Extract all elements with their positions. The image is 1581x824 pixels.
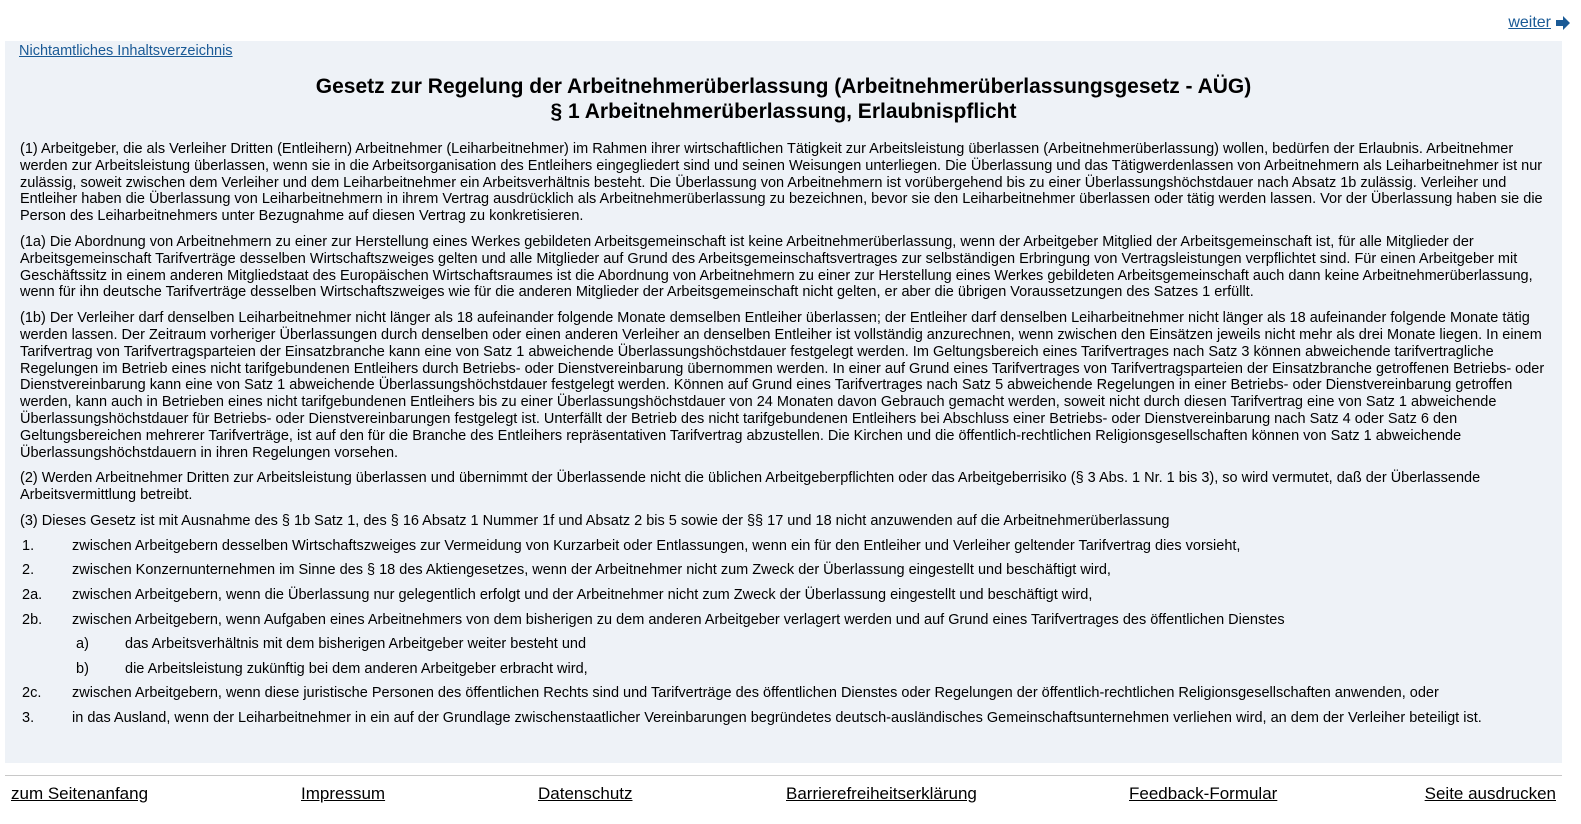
list-item-text: zwischen Arbeitgebern, wenn diese juristische Personen des öffentlichen Rechts sind und Tarifverträge des öffentlichen Dienstes oder Regelungen der öffentlich-rechtlichen Religionsgesellschaften anwenden, oder: [72, 685, 1439, 702]
footer-link-feedback[interactable]: Feedback-Formular: [1129, 784, 1278, 803]
paragraph-1: (1) Arbeitgeber, die als Verleiher Dritten (Entleihern) Arbeitnehmer (Leiharbeitnehmer) im Rahmen ihrer wirtschaftlichen Tätigkeit zur Arbeitsleistung überlassen (Arbeitnehmerüberlassung) wollen, bedürfen der Erlaubnis. Arbeitnehmer werden zur Arbeitsleistung überlassen, wenn sie in die Arbeitsorganisation des Entleihers eingegliedert sind und seinen Weisungen unterliegen. Die Überlassung und das Tätigwerdenlassen von Arbeitnehmern als Leiharbeitnehmer ist nur zulässig, soweit zwischen dem Verleiher und dem Leiharbeitnehmer ein Arbeitsverhältnis besteht. Die Überlassung von Arbeitnehmern ist vorübergehend bis zu einer Überlassungshöchstdauer nach Absatz 1b zulässig. Verleiher und Entleiher haben die Überlassung von Leiharbeitnehmern in ihrem Vertrag ausdrücklich als Arbeitnehmerüberlassung zu bezeichnen, bevor sie den Leiharbeitnehmer überlassen oder tätig werden lassen. Vor der Überlassung haben sie die Person des Leiharbeitnehmers unter Bezugnahme auf diesen Vertrag zu konkretisieren.: [20, 141, 1543, 225]
paragraph-3: (3) Dieses Gesetz ist mit Ausnahme des § 1b Satz 1, des § 16 Absatz 1 Nummer 1f und Absatz 2 bis 5 sowie der §§ 17 und 18 nicht anzuwenden auf die Arbeitnehmerüberlassung: [20, 512, 1170, 529]
footer-link-barrierefreiheit[interactable]: Barrierefreiheitserklärung: [786, 784, 977, 803]
list-item-number: 1.: [22, 537, 35, 554]
top-nav: [1508, 14, 1571, 32]
next-link[interactable]: weiter: [1508, 14, 1551, 31]
page-title: [5, 74, 1562, 124]
list-item-text: zwischen Arbeitgebern, wenn die Überlassung nur gelegentlich erfolgt und der Arbeitnehmer nicht zum Zweck der Überlassung eingestellt und beschäftigt wird,: [72, 586, 1093, 603]
list-item-text: zwischen Konzernunternehmen im Sinne des § 18 des Aktiengesetzes, wenn der Arbeitnehmer nicht zum Zweck der Überlassung eingestellt und beschäftigt wird,: [72, 562, 1111, 579]
list-item-number: 2b.: [22, 611, 43, 628]
title-line-1: Gesetz zur Regelung der Arbeitnehmerüberlassung (Arbeitnehmerüberlassungsgesetz - AÜG): [315, 75, 1252, 98]
footer-link-datenschutz[interactable]: Datenschutz: [538, 784, 633, 803]
paragraph-1b: (1b) Der Verleiher darf denselben Leiharbeitnehmer nicht länger als 18 aufeinander folgende Monate demselben Entleiher überlassen; der Entleiher darf denselben Leiharbeitnehmer nicht länger als 18 aufeinander folgende Monate tätig werden lassen. Der Zeitraum vorheriger Überlassungen durch denselben oder einen anderen Verleiher an denselben Entleiher ist vollständig anzurechnen, wenn zwischen den Einsätzen jeweils nicht mehr als drei Monate liegen. In einem Tarifvertrag von Tarifvertragsparteien der Einsatzbranche kann eine von Satz 1 abweichende Überlassungshöchstdauer festgelegt werden. Im Geltungsbereich eines Tarifvertrages nach Satz 3 können abweichende tarifvertragliche Regelungen im Betrieb eines nicht tarifgebundenen Entleihers durch Betriebs- oder Dienstvereinbarung übernommen werden. In einer auf Grund eines Tarifvertrages von Tarifvertragsparteien der Einsatzbranche getroffenen Betriebs- oder Dienstvereinbarung kann eine von Satz 1 abweichende Überlassungshöchstdauer festgelegt werden. Können auf Grund eines Tarifvertrages nach Satz 5 abweichende Regelungen in einer Betriebs- oder Dienstvereinbarung getroffen werden, kann auch in Betrieben eines nicht tarifgebundenen Entleihers bis zu einer Überlassungshöchstdauer von 24 Monaten davon Gebrauch gemacht werden, soweit nicht durch diesen Tarifvertrag eine von Satz 1 abweichende Überlassungshöchstdauer für Betriebs- oder Dienstvereinbarungen festgelegt ist. Unterfällt der Betrieb des nicht tarifgebundenen Entleihers bei Abschluss einer Betriebs- oder Dienstvereinbarung nach Satz 4 oder Satz 6 den Geltungsbereichen mehrerer Tarifverträge, ist auf den für die Branche des Entleihers repräsentativen Tarifvertrag abzustellen. Die Kirchen und die öffentlich-rechtlichen Religionsgesellschaften können von Satz 1 abweichende Überlassungshöchstdauern in ihren Regelungen vorsehen.: [20, 310, 1545, 461]
footer-link-impressum[interactable]: Impressum: [301, 784, 386, 803]
list-item-text: zwischen Arbeitgebern desselben Wirtschaftszweiges zur Vermeidung von Kurzarbeit oder Entlassungen, wenn ein für den Entleiher und Verleiher geltender Tarifvertrag dies vorsieht,: [72, 537, 1241, 554]
list-item-number: 3.: [22, 709, 35, 726]
sub-list-item: [20, 636, 1550, 661]
footer-link-top[interactable]: zum Seitenanfang: [11, 784, 149, 803]
law-text: [20, 141, 1550, 734]
paragraph-2: (2) Werden Arbeitnehmer Dritten zur Arbeitsleistung überlassen und übernimmt der Überlassende nicht die üblichen Arbeitgeberpflichten oder das Arbeitgeberrisiko (§ 3 Abs. 1 Nr. 1 bis 3), so wird vermutet, daß der Überlassende Arbeitsvermittlung betreibt.: [20, 470, 1481, 504]
sub-list-item-text: die Arbeitsleistung zukünftig bei dem anderen Arbeitgeber erbracht wird,: [125, 660, 588, 677]
list-item: [20, 685, 1550, 710]
list-item-text: in das Ausland, wenn der Leiharbeitnehmer in ein auf der Grundlage zwischenstaatlicher Vereinbarungen begründetes deutsch-ausländisches Gemeinschaftsunternehmen verliehen wird, an dem der Verleiher beteiligt ist.: [72, 709, 1482, 726]
list-item-number: 2c.: [22, 685, 42, 702]
list-item: [20, 710, 1550, 735]
sub-list-item-letter: a): [76, 636, 89, 653]
list-item-number: 2a.: [22, 586, 43, 603]
footer: [5, 775, 1562, 803]
list-item-text: zwischen Arbeitgebern, wenn Aufgaben eines Arbeitnehmers von dem bisherigen zu dem anderen Arbeitgeber verlagert werden und auf Grund eines Tarifvertrages des öffentlichen Dienstes: [72, 611, 1285, 628]
law-content: [5, 41, 1562, 763]
list-item: [20, 587, 1550, 612]
sub-list-item-letter: b): [76, 660, 89, 677]
sub-list-item-text: das Arbeitsverhältnis mit dem bisherigen Arbeitgeber weiter besteht und: [125, 636, 587, 653]
title-line-2: § 1 Arbeitnehmerüberlassung, Erlaubnispflicht: [550, 100, 1017, 123]
sub-list-item: [20, 661, 1550, 686]
exception-list: [20, 538, 1550, 735]
paragraph-1a: (1a) Die Abordnung von Arbeitnehmern zu einer zur Herstellung eines Werkes gebildeten Arbeitsgemeinschaft ist keine Arbeitnehmerüberlassung, wenn der Arbeitgeber Mitglied der Arbeitsgemeinschaft ist, für alle Mitglieder der Arbeitsgemeinschaft Tarifverträge desselben Wirtschaftszweiges gelten und alle Mitglieder auf Grund des Arbeitsgemeinschaftsvertrages zur selbständigen Erbringung von Vertragsleistungen verpflichtet sind. Für einen Arbeitgeber mit Geschäftssitz in einem anderen Mitgliedstaat des Europäischen Wirtschaftsraumes ist die Abordnung von Arbeitnehmern zu einer zur Herstellung eines Werkes gebildeten Arbeitsgemeinschaft auch dann keine Arbeitnehmerüberlassung, wenn für ihn deutsche Tarifverträge desselben Wirtschaftszweiges wie für die anderen Mitglieder der Arbeitsgemeinschaft nicht gelten, er aber die übrigen Voraussetzungen des Satzes 1 erfüllt.: [20, 233, 1533, 301]
list-item: [20, 562, 1550, 587]
list-item: [20, 612, 1550, 637]
list-item: [20, 538, 1550, 563]
footer-link-print[interactable]: Seite ausdrucken: [1424, 784, 1556, 803]
arrow-right-icon[interactable]: [1555, 15, 1571, 31]
toc-link[interactable]: Nichtamtliches Inhaltsverzeichnis: [19, 43, 233, 59]
list-item-number: 2.: [22, 562, 35, 579]
